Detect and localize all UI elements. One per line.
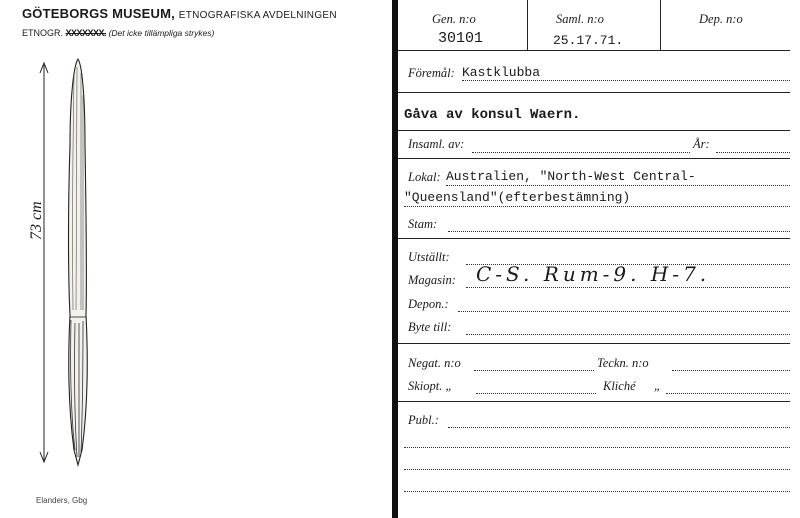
magasin-label: Magasin: <box>408 273 456 287</box>
saml-no-label: Saml. n:o <box>556 12 604 26</box>
etnogr-label: ETNOGR. <box>22 28 64 38</box>
stam-label: Stam: <box>408 217 438 231</box>
skiopt-line <box>476 393 596 394</box>
club-sketch <box>69 59 88 465</box>
section-rule-6 <box>398 401 790 402</box>
ar-label: År: <box>693 137 710 151</box>
department-name: ETNOGRAFISKA AVDELNINGEN <box>178 10 337 21</box>
insaml-line <box>472 152 690 153</box>
section-rule-5 <box>398 343 790 344</box>
utstallt-label: Utställt: <box>408 250 450 264</box>
foremal-line <box>462 80 790 81</box>
insaml-label: Insaml. av: <box>408 137 465 151</box>
measurement-label: 73 cm <box>28 201 45 240</box>
dep-no-label: Dep. n:o <box>699 12 743 26</box>
saml-dep-divider <box>660 0 661 50</box>
negat-label: Negat. n:o <box>408 356 461 370</box>
publ-line-3 <box>404 469 790 470</box>
lokal-dots-2 <box>404 206 790 207</box>
struck-text: XXXXXXX. <box>65 28 107 38</box>
section-rule-3 <box>398 158 790 159</box>
byte-label: Byte till: <box>408 320 452 334</box>
section-rule-4 <box>398 238 790 239</box>
saml-no-value: 25.17.71. <box>553 33 624 48</box>
kliche-mark: „ <box>654 379 661 393</box>
publ-line-4 <box>404 491 790 492</box>
gift-text: Gåva av konsul Waern. <box>404 107 581 123</box>
lokal-dots-1 <box>446 185 790 186</box>
publ-line-1 <box>448 427 790 428</box>
lokal-line-1: Australien, "North-West Central- <box>446 169 696 184</box>
card-divider <box>392 0 398 518</box>
stam-line <box>448 231 790 232</box>
gen-no-value: 30101 <box>438 30 484 47</box>
magasin-line <box>466 287 790 288</box>
strike-note: (Det icke tillämpliga strykes) <box>108 28 215 38</box>
gen-saml-divider <box>527 0 528 50</box>
foremal-value: Kastklubba <box>462 65 541 80</box>
lokal-label: Lokal: <box>408 170 441 184</box>
magasin-value: C-S. Rum-9. H-7. <box>476 262 711 286</box>
depon-line <box>458 311 790 312</box>
museum-name: GÖTEBORGS MUSEUM, <box>22 6 175 21</box>
byte-line <box>466 334 790 335</box>
lokal-line-2: "Queensland"(efterbestämning) <box>404 190 631 205</box>
teckn-line <box>672 370 790 371</box>
museum-header <box>22 6 337 21</box>
foremal-label: Föremål: <box>408 66 455 80</box>
throwing-club-drawing <box>30 55 110 495</box>
section-rule-1 <box>398 92 790 93</box>
depon-label: Depon.: <box>408 297 449 311</box>
measurement-arrow <box>40 63 48 462</box>
publ-line-2 <box>404 447 790 448</box>
kliche-label: Kliché <box>603 379 636 393</box>
ar-line <box>716 152 790 153</box>
etnogr-line <box>22 28 214 38</box>
section-rule-2 <box>398 130 790 131</box>
negat-line <box>474 370 594 371</box>
skiopt-label: Skiopt. „ <box>408 379 453 393</box>
printer-imprint: Elanders, Gbg <box>36 496 88 505</box>
gen-no-label: Gen. n:o <box>432 12 476 26</box>
publ-label: Publ.: <box>408 413 439 427</box>
header-rule <box>398 50 790 51</box>
teckn-label: Teckn. n:o <box>597 356 649 370</box>
kliche-line <box>666 393 790 394</box>
